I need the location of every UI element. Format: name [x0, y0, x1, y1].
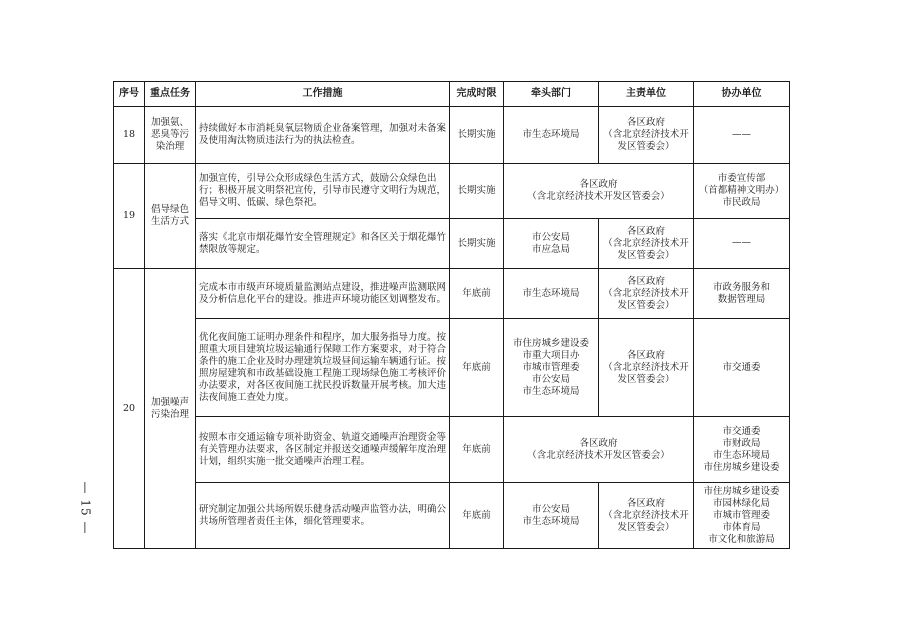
header-measure: 工作措施 [196, 82, 450, 107]
row-assist: 市政务服务和 数据管理局 [694, 269, 790, 319]
row-deadline: 年底前 [450, 417, 504, 483]
header-main: 主责单位 [599, 82, 694, 107]
table-row [114, 164, 790, 219]
row-lead: 市生态环境局 [504, 269, 599, 319]
header-deadline: 完成时限 [450, 82, 504, 107]
table-row [114, 319, 790, 417]
row-lead-main-merged: 各区政府 （含北京经济技术开发区管委会） [504, 164, 694, 219]
table-header-row [114, 82, 790, 107]
row-lead: 市公安局 市生态环境局 [504, 483, 599, 549]
table-row [114, 483, 790, 549]
row-deadline: 长期实施 [450, 164, 504, 219]
row-lead: 市公安局 市应急局 [504, 219, 599, 269]
table-row [114, 269, 790, 319]
row-assist-empty [694, 219, 790, 269]
row-deadline: 年底前 [450, 483, 504, 549]
page-number: — 15 — [78, 481, 92, 535]
row-measure: 按照本市交通运输专项补助资金、轨道交通噪声治理资金等有关管理办法要求，各区制定并报送交通噪声缓解年度治理计划，组织实施一批交通噪声治理工程。 [196, 417, 450, 483]
work-measures-table [113, 81, 790, 549]
row-measure: 加强宣传，引导公众形成绿色生活方式，鼓励公众绿色出行；积极开展文明祭祀宣传，引导市民遵守文明行为规范，倡导文明、低碳、绿色祭祀。 [196, 164, 450, 219]
row-no: 19 [114, 164, 145, 269]
row-deadline: 长期实施 [450, 219, 504, 269]
row-assist: 市委宣传部 （首都精神文明办） 市民政局 [694, 164, 790, 219]
row-assist: 市交通委 市财政局 市生态环境局 市住房城乡建设委 [694, 417, 790, 483]
row-measure: 优化夜间施工证明办理条件和程序，加大服务指导力度。按照重大项目建筑垃圾运输通行保障工作方案要求，对于符合条件的施工企业及时办理建筑垃圾昼间运输车辆通行证。按照房屋建筑和市政基础设施工程施工现场绿色施工考核评价办法要求，对各区夜间施工扰民投诉数量开展考核。加大违法夜间施工查处力度。 [196, 319, 450, 417]
row-lead: 市生态环境局 [504, 107, 599, 164]
header-task: 重点任务 [145, 82, 196, 107]
row-main: 各区政府 （含北京经济技术开发区管委会） [599, 269, 694, 319]
row-no: 18 [114, 107, 145, 164]
row-task: 加强噪声污染治理 [145, 269, 196, 549]
row-assist: 市住房城乡建设委 市园林绿化局 市城市管理委 市体育局 市文化和旅游局 [694, 483, 790, 549]
row-main: 各区政府 （含北京经济技术开发区管委会） [599, 319, 694, 417]
row-main: 各区政府 （含北京经济技术开发区管委会） [599, 483, 694, 549]
row-deadline: 年底前 [450, 269, 504, 319]
row-lead-main-merged: 各区政府 （含北京经济技术开发区管委会） [504, 417, 694, 483]
table-row [114, 107, 790, 164]
row-measure: 落实《北京市烟花爆竹安全管理规定》和各区关于烟花爆竹禁限放等规定。 [196, 219, 450, 269]
row-task: 倡导绿色生活方式 [145, 164, 196, 269]
row-main: 各区政府 （含北京经济技术开发区管委会） [599, 219, 694, 269]
empty-dash: —— [732, 128, 751, 140]
row-assist: 市交通委 [694, 319, 790, 417]
header-lead: 牵头部门 [504, 82, 599, 107]
table-row [114, 417, 790, 483]
row-measure: 研究制定加强公共场所娱乐健身活动噪声监管办法，明确公共场所管理者责任主体，细化管理要求。 [196, 483, 450, 549]
row-no: 20 [114, 269, 145, 549]
row-measure: 完成本市市级声环境质量监测站点建设，推进噪声监测联网及分析信息化平台的建设。推进声环境功能区划调整发布。 [196, 269, 450, 319]
row-task: 加强氨、恶臭等污染治理 [145, 107, 196, 164]
header-assist: 协办单位 [694, 82, 790, 107]
row-assist-empty [694, 107, 790, 164]
row-lead: 市住房城乡建设委 市重大项目办 市城市管理委 市公安局 市生态环境局 [504, 319, 599, 417]
table-row [114, 219, 790, 269]
header-no: 序号 [114, 82, 145, 107]
row-measure: 持续做好本市消耗臭氧层物质企业备案管理，加强对未备案及使用淘汰物质违法行为的执法检查。 [196, 107, 450, 164]
empty-dash: —— [732, 237, 751, 249]
row-deadline: 长期实施 [450, 107, 504, 164]
row-main: 各区政府 （含北京经济技术开发区管委会） [599, 107, 694, 164]
row-deadline: 年底前 [450, 319, 504, 417]
